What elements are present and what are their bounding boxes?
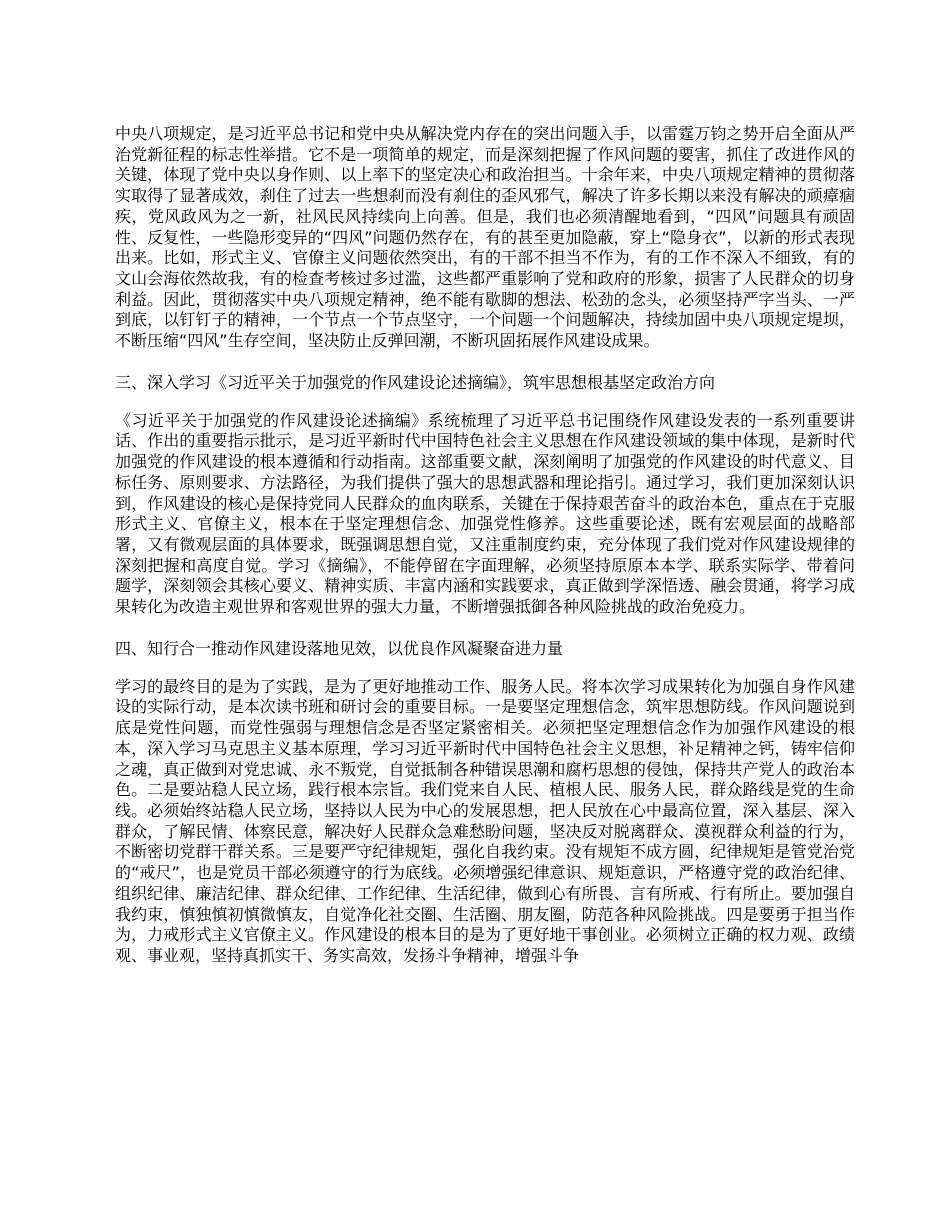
paragraph-study-compilation: 《习近平关于加强党的作风建设论述摘编》系统梳理了习近平总书记围绕作风建设发表的一系列重要讲话、作出的重要指示批示，是习近平新时代中国特色社会主义思想在作风建设领域的集中体现，是新时代加强党的作风建设的根本遵循和行动指南。这部重要文献，深刻阐明了加强党的作风建设的时代意义、目标任务、原则要求、方法路径，为我们提供了强大的思想武器和理论指引。通过学习，我们更加深刻认识到，作风建设的核心是保持党同人民群众的血肉联系，关键在于保持艰苦奋斗的政治本色，重点在于克服形式主义、官僚主义，根本在于坚定理想信念、加强党性修养。这些重要论述，既有宏观层面的战略部署，又有微观层面的具体要求，既强调思想自觉，又注重制度约束，充分体现了我们党对作风建设规律的深刻把握和高度自觉。学习《摘编》，不能停留在字面理解，必须坚持原原本本学、联系实际学、带着问题学，深刻领会其核心要义、精神实质、丰富内涵和实践要求，真正做到学深悟透、融会贯通，将学习成果转化为改造主观世界和客观世界的强大力量，不断增强抵御各种风险挑战的政治免疫力。 [115,410,855,617]
spacer [115,393,855,411]
paragraph-eight-rules: 中央八项规定，是习近平总书记和党中央从解决党内存在的突出问题入手，以雷霆万钧之势开启全面从严治党新征程的标志性举措。它不是一项简单的规定，而是深刻把握了作风问题的要害，抓住了改进作风的关键，体现了党中央以身作则、以上率下的坚定决心和政治担当。十余年来，中央八项规定精神的贯彻落实取得了显著成效，刹住了过去一些想刹而没有刹住的歪风邪气，解决了许多长期以来没有解决的顽瘴痼疾，党风政风为之一新，社风民风持续向上向善。但是，我们也必须清醒地看到，“四风”问题具有顽固性、反复性，一些隐形变异的“四风”问题仍然存在，有的甚至更加隐蔽，穿上“隐身衣”，以新的形式表现出来。比如，形式主义、官僚主义问题依然突出，有的干部不担当不作为，有的工作不深入不细致，有的文山会海依然故我，有的检查考核过多过滥，这些都严重影响了党和政府的形象，损害了人民群众的切身利益。因此，贯彻落实中央八项规定精神，绝不能有歇脚的想法、松劲的念头，必须坚持严字当头、一严到底，以钉钉子的精神，一个节点一个节点坚守，一个问题一个问题解决，持续加固中央八项规定堤坝，不断压缩“四风”生存空间，坚决防止反弹回潮，不断巩固拓展作风建设成果。 [115,124,855,351]
section-heading-four: 四、知行合一推动作风建设落地见效，以优良作风凝聚奋进力量 [115,638,564,658]
spacer [115,618,855,638]
paragraph-practice: 学习的最终目的是为了实践，是为了更好地推动工作、服务人民。将本次学习成果转化为加强自身作风建设的实际行动，是本次读书班和研讨会的重要目标。一是要坚定理想信念，筑牢思想防线。作风问题说到底是党性问题，而党性强弱与理想信念是否坚定紧密相关。必须把坚定理想信念作为加强作风建设的根本，深入学习马克思主义基本原理，学习习近平新时代中国特色社会主义思想，补足精神之钙，铸牢信仰之魂，真正做到对党忠诚、永不叛党，自觉抵制各种错误思潮和腐朽思想的侵蚀，保持共产党人的政治本色。二是要站稳人民立场，践行根本宗旨。我们党来自人民、植根人民、服务人民，群众路线是党的生命线。必须始终站稳人民立场，坚持以人民为中心的发展思想，把人民放在心中最高位置，深入基层、深入群众，了解民情、体察民意，解决好人民群众急难愁盼问题，坚决反对脱离群众、漠视群众利益的行为，不断密切党群干群关系。三是要严守纪律规矩，强化自我约束。没有规矩不成方圆，纪律规矩是管党治党的“戒尺”，也是党员干部必须遵守的行为底线。必须增强纪律意识、规矩意识，严格遵守党的政治纪律、组织纪律、廉洁纪律、群众纪律、工作纪律、生活纪律，做到心有所畏、言有所戒、行有所止。要加强自我约束，慎独慎初慎微慎友，自觉净化社交圈、生活圈、朋友圈，防范各种风险挑战。四是要勇于担当作为，力戒形式主义官僚主义。作风建设的根本目的是为了更好地干事创业。必须树立正确的权力观、政绩观、事业观，坚持真抓实干、务实高效，发扬斗争精神，增强斗争 [115,676,855,965]
document-page [115,124,855,967]
spacer [115,659,855,677]
section-heading-three: 三、深入学习《习近平关于加强党的作风建设论述摘编》，筑牢思想根基坚定政治方向 [115,372,716,392]
spacer [115,352,855,372]
